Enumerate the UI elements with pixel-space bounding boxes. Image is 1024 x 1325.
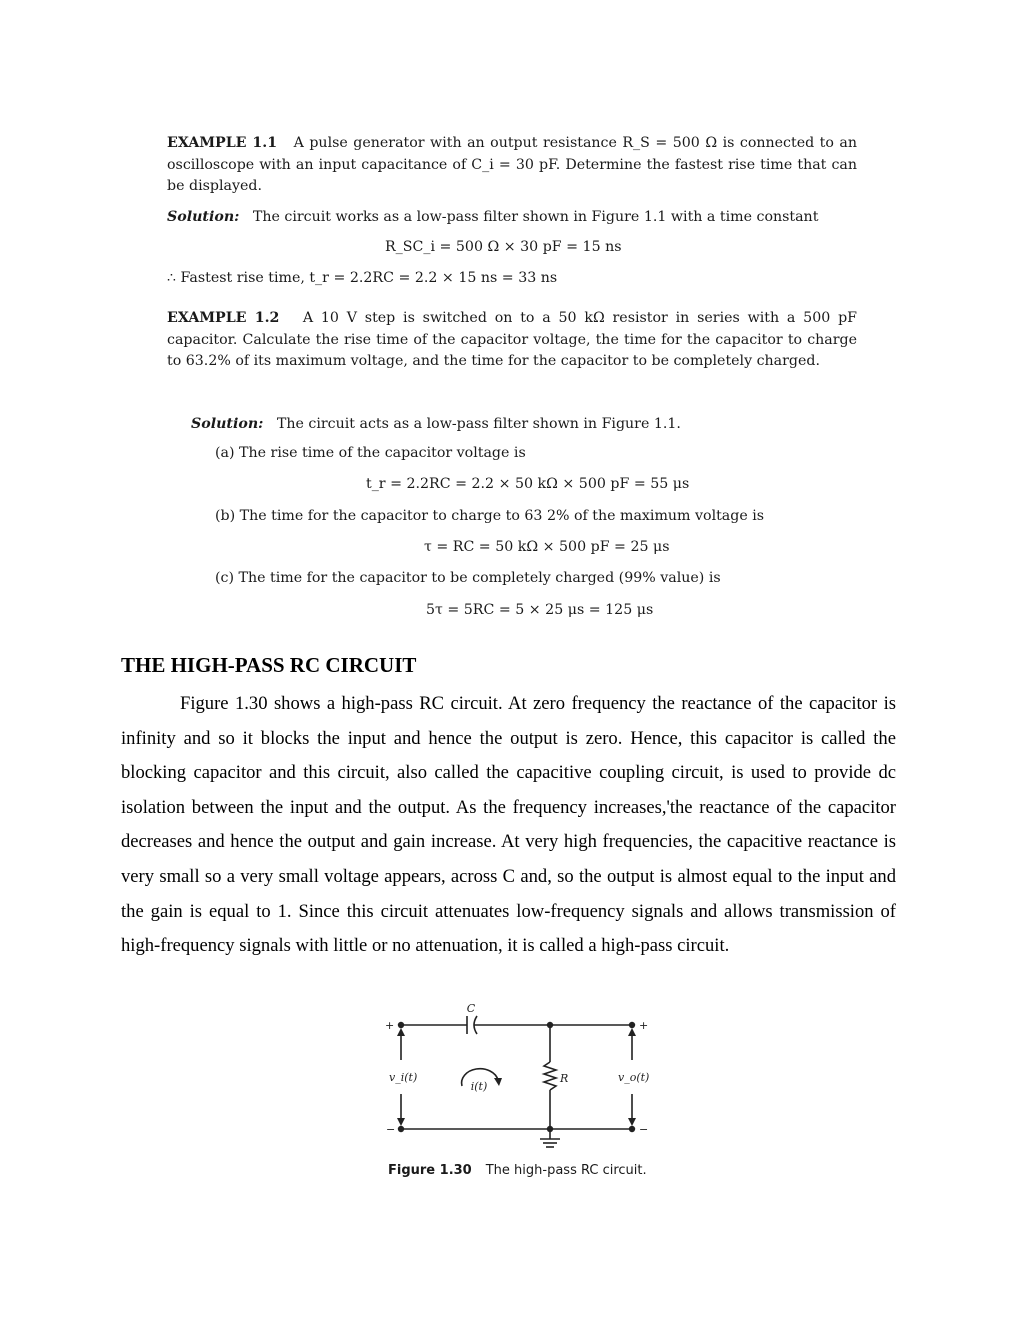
input-minus: −	[386, 1123, 396, 1136]
equation-rise-time: ∴ Fastest rise time, t_r = 2.2RC = 2.2 × 15 ns = 33 ns	[167, 270, 558, 286]
example-1-1-solution	[167, 207, 857, 229]
equation-b: τ = RC = 50 kΩ × 500 pF = 25 μs	[424, 539, 670, 555]
example-label: EXAMPLE 1.1	[167, 135, 278, 151]
solution-label: Solution:	[191, 416, 264, 432]
caption-label: Figure 1.30	[388, 1163, 472, 1178]
part-c: (c) The time for the capacitor to be completely charged (99% value) is	[215, 570, 721, 586]
example-1-1	[167, 133, 857, 198]
figure-caption	[388, 1163, 647, 1178]
input-voltage-label: v_i(t)	[389, 1071, 418, 1084]
solution-text: The circuit acts as a low-pass filter shown in Figure 1.1.	[276, 416, 681, 432]
equation-time-constant: R_SC_i = 500 Ω × 30 pF = 15 ns	[385, 239, 622, 255]
input-plus: +	[385, 1019, 395, 1032]
part-a: (a) The rise time of the capacitor voltage is	[215, 445, 526, 461]
solution-text: The circuit works as a low-pass filter shown in Figure 1.1 with a time constant	[252, 209, 819, 225]
high-pass-rc-circuit-diagram	[380, 1000, 660, 1148]
caption-text: The high-pass RC circuit.	[485, 1163, 647, 1178]
current-label: i(t)	[470, 1080, 488, 1093]
example-1-2-solution	[191, 416, 681, 432]
equation-c: 5τ = 5RC = 5 × 25 μs = 125 μs	[426, 602, 654, 618]
output-plus: +	[639, 1019, 649, 1032]
part-b: (b) The time for the capacitor to charge to 63 2% of the maximum voltage is	[215, 508, 765, 524]
example-text: A 10 V step is switched on to a 50 kΩ resistor in series with a 500 pF capacitor. Calculate the rise time of the capacitor voltage, the time for the capacitor to charge to 63.2% of its maximum voltage, and the time for the capacitor to be completely charged.	[167, 310, 857, 369]
output-voltage-label: v_o(t)	[618, 1071, 650, 1084]
example-text: A pulse generator with an output resistance R_S = 500 Ω is connected to an oscilloscope with an input capacitance of C_i = 30 pF. Determine the fastest rise time that can be displayed.	[167, 135, 858, 194]
section-heading: THE HIGH-PASS RC CIRCUIT	[121, 653, 417, 677]
example-1-2	[167, 308, 857, 373]
output-minus: −	[639, 1123, 649, 1136]
resistor-label: R	[560, 1072, 569, 1085]
paragraph-text: Figure 1.30 shows a high-pass RC circuit. At zero frequency the reactance of the capacitor is infinity and so it blocks the input and hence the output is zero. Hence, this capacitor is called the blocking capacitor and this circuit, also called the capacitive coupling circuit, is used to provide dc isolation between the input and the output. As the frequency increases,'the reactance of the capacitor decreases and hence the output and gain increase. At very high frequencies, the capacitive reactance is very small so a very small voltage appears, across C and, so the output is almost equal to the input and the gain is equal to 1. Since this circuit attenuates low-frequency signals and allows transmission of high-frequency signals with little or no attenuation, it is called a high-pass circuit.	[121, 693, 896, 957]
example-label: EXAMPLE 1.2	[167, 310, 280, 326]
equation-a: t_r = 2.2RC = 2.2 × 50 kΩ × 500 pF = 55 μs	[366, 476, 690, 492]
capacitor-label: C	[466, 1002, 476, 1015]
solution-label: Solution:	[167, 209, 240, 225]
section-paragraph	[121, 687, 896, 964]
